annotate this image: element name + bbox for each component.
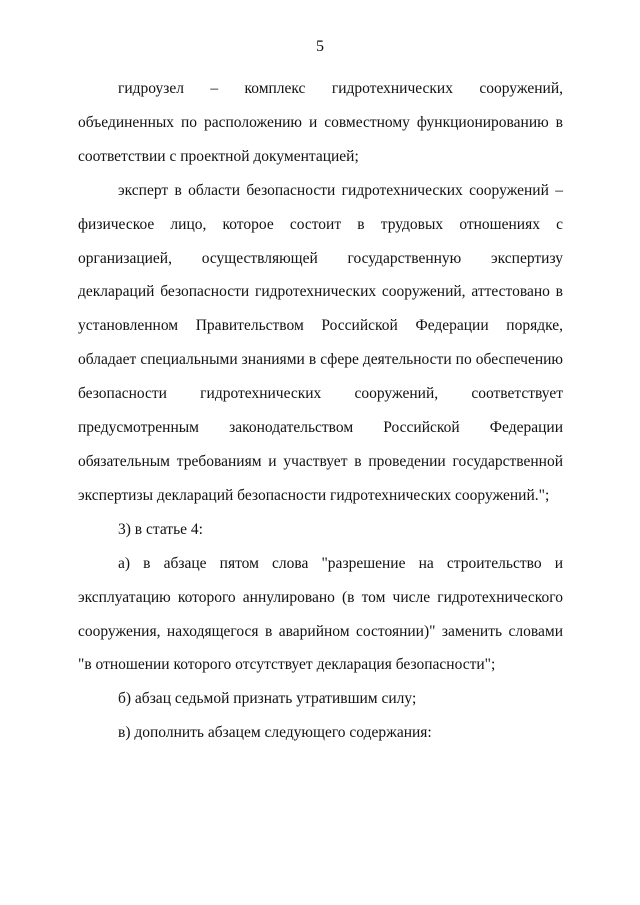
paragraph-item-a: а) в абзаце пятом слова "разрешение на строительство и эксплуатацию которого аннулировано (в том числе гидротехнического сооружения, находящегося в аварийном состоянии)" заменить словами "в отношении которого отсутствует декларация безопасности"; xyxy=(78,554,563,674)
paragraph-item-b: б) абзац седьмой признать утратившим силу; xyxy=(118,690,417,708)
page-number: 5 xyxy=(316,38,324,55)
paragraph-expert-definition: эксперт в области безопасности гидротехнических сооружений – физическое лицо, которое состоит в трудовых отношениях с организацией, осуществляющей государственную экспертизу деклараций безопасности гидротехнических сооружений, аттестовано в установленном Правительством Российской Федерации порядке, обладает специальными знаниями в сфере деятельности по обеспечению безопасности гидротехнических сооружений, соответствует предусмотренным законодательством Российской Федерации обязательным требованиям и участвует в проведении государственной экспертизы деклараций безопасности гидротехнических сооружений."; xyxy=(78,181,563,504)
paragraph-article-4-heading: 3) в статье 4: xyxy=(118,520,203,538)
paragraph-hydro-node-definition: гидроузел – комплекс гидротехнических сооружений, объединенных по расположению и совместному функционированию в соответствии с проектной документацией; xyxy=(78,80,563,165)
paragraph-item-c: в) дополнить абзацем следующего содержания: xyxy=(118,724,432,742)
document-body xyxy=(78,72,563,750)
